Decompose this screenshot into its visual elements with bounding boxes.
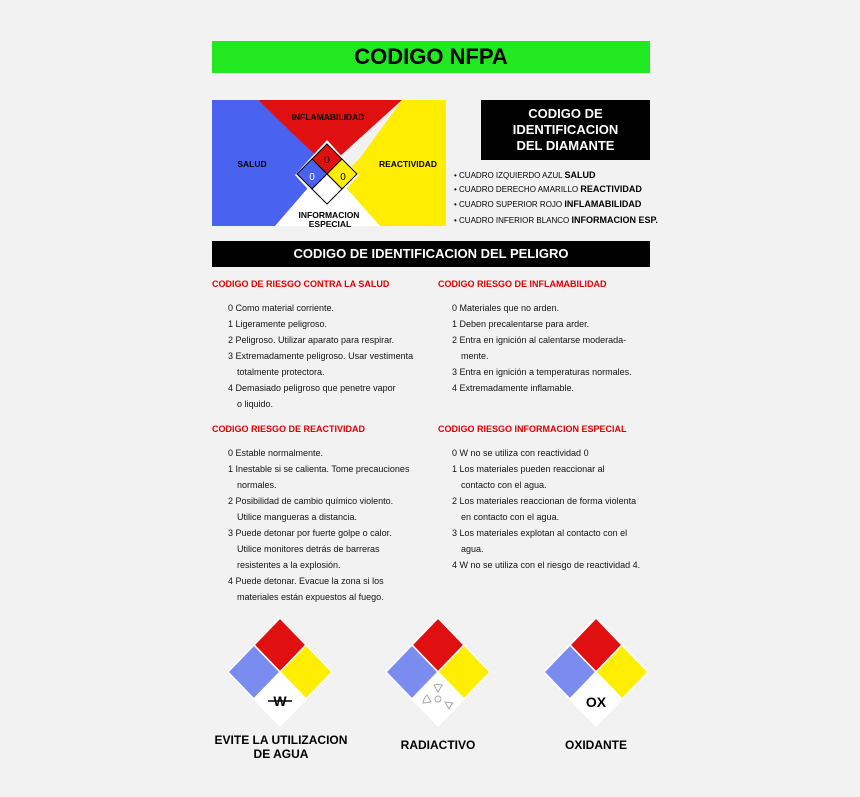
code-box-line1: CODIGO DE — [528, 106, 603, 121]
inflamabilidad-heading: CODIGO RIESGO DE INFLAMABILIDAD — [438, 279, 607, 289]
salud-list — [228, 300, 428, 412]
diamond-water — [222, 618, 338, 728]
code-box-line3: DEL DIAMANTE — [516, 138, 615, 153]
water-symbol: W — [273, 693, 287, 709]
list-item: 4 W no se utiliza con el riesgo de reactividad 4. — [452, 560, 641, 570]
list-item: 2 Entra en ignición al calentarse moderada- mente. — [452, 335, 627, 361]
legend-item: • CUADRO INFERIOR BLANCO INFORMACION ESP. — [454, 215, 658, 225]
health-value: 0 — [309, 172, 315, 183]
code-box-line2: IDENTIFICACION — [512, 122, 619, 137]
legend-item: • CUADRO IZQUIERDO AZUL SALUD — [454, 170, 596, 180]
list-item: 1 Inestable si se calienta. Tome precauciones normales. — [228, 464, 410, 490]
list-item: 2 Posibilidad de cambio químico violento. Utilice mangueras a distancia. — [228, 496, 394, 522]
list-item: 2 Los materiales reaccionan de forma violenta en contacto con el agua. — [452, 496, 637, 522]
special-label-1: INFORMACION — [298, 210, 360, 220]
example-label-oxidant: OXIDANTE — [564, 738, 627, 752]
list-item: 0 Materiales que no arden. — [452, 303, 560, 313]
section-title: CODIGO DE IDENTIFICACION DEL PELIGRO — [212, 241, 650, 267]
legend-item: • CUADRO SUPERIOR ROJO INFLAMABILIDAD — [454, 199, 642, 209]
reactividad-heading: CODIGO RIESGO DE REACTIVIDAD — [212, 424, 366, 434]
inflamabilidad-list — [452, 300, 652, 396]
list-item: 4 Extremadamente inflamable. — [452, 383, 575, 393]
page-title: CODIGO NFPA — [212, 41, 650, 73]
diamond-oxidant — [538, 618, 654, 728]
list-item: 0 W no se utiliza con reactividad 0 — [452, 448, 589, 458]
reactivity-value: 0 — [340, 172, 346, 183]
list-item: 3 Extremadamente peligroso. Usar vestimenta totalmente protectora. — [228, 351, 414, 377]
special-label-2: ESPECIAL — [308, 219, 352, 229]
list-item: 3 Los materiales explotan al contacto con el agua. — [452, 528, 628, 554]
especial-list — [452, 445, 652, 573]
salud-heading: CODIGO DE RIESGO CONTRA LA SALUD — [212, 279, 390, 289]
oxidant-symbol: OX — [585, 694, 607, 710]
list-item: 0 Como material corriente. — [228, 303, 335, 313]
example-label-radiactive: RADIACTIVO — [400, 738, 476, 752]
list-item: 4 Demasiado peligroso que penetre vapor o liquido. — [228, 383, 396, 409]
list-item: 3 Puede detonar por fuerte golpe o calor. Utilice monitores detrás de barreras resistentes a la explosión. — [228, 528, 392, 570]
reactividad-list — [228, 445, 428, 605]
list-item: 2 Peligroso. Utilizar aparato para respirar. — [228, 335, 395, 345]
diamond-code-box — [481, 100, 650, 160]
example-label-water: EVITE LA UTILIZACION DE AGUA — [214, 733, 348, 761]
list-item: 3 Entra en ignición a temperaturas normales. — [452, 367, 632, 377]
health-label: SALUD — [237, 159, 267, 169]
flammability-value: 0 — [324, 155, 330, 166]
list-item: 1 Los materiales pueden reaccionar al contacto con el agua. — [452, 464, 605, 490]
list-item: 4 Puede detonar. Evacue la zona si los materiales están expuestos al fuego. — [228, 576, 384, 602]
list-item: 1 Deben precalentarse para arder. — [452, 319, 590, 329]
list-item: 0 Estable normalmente. — [228, 448, 324, 458]
especial-heading: CODIGO RIESGO INFORMACION ESPECIAL — [438, 424, 627, 434]
nfpa-diagram — [212, 100, 446, 226]
flammability-label: INFLAMABILIDAD — [291, 112, 365, 122]
legend-item: • CUADRO DERECHO AMARILLO REACTIVIDAD — [454, 184, 642, 194]
diamond-radiactive — [380, 618, 496, 728]
reactivity-label: REACTIVIDAD — [378, 159, 438, 169]
list-item: 1 Ligeramente peligroso. — [228, 319, 328, 329]
